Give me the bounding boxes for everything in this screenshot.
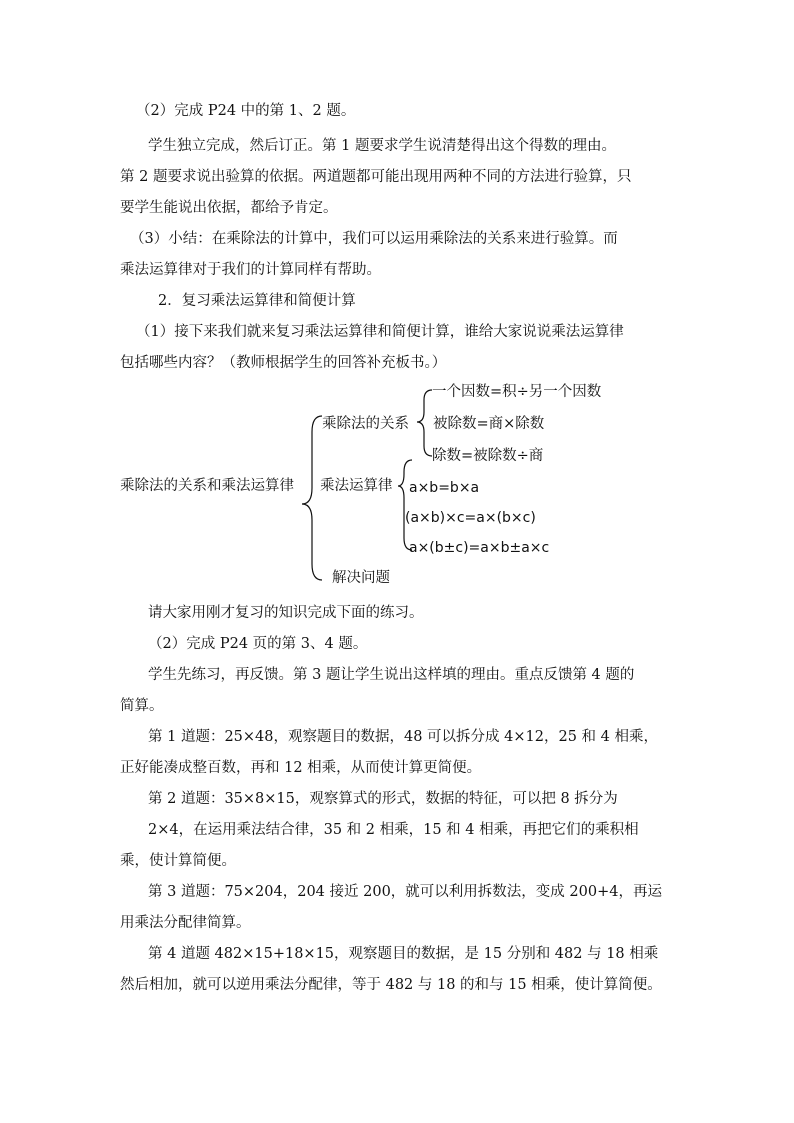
diagram-root: 乘除法的关系和乘法运算律	[120, 478, 294, 494]
paragraph-line: 第 3 道题：75×204，204 接近 200，就可以利用拆数法，变成 200+4，再运	[148, 884, 662, 900]
diagram-branch-laws: 乘法运算律	[320, 478, 393, 494]
paragraph-line: 学生独立完成，然后订正。第 1 题要求学生说清楚得出这个得数的理由。	[148, 138, 616, 154]
diagram-branch-relation: 乘除法的关系	[322, 416, 409, 432]
section-heading: 2．复习乘法运算律和简便计算	[158, 293, 356, 309]
paragraph-line: （2）完成 P24 中的第 1、2 题。	[136, 103, 356, 119]
diagram-item: 一个因数=积÷另一个因数	[432, 384, 602, 400]
diagram-formula: (a×b)×c=a×(b×c)	[405, 510, 536, 526]
paragraph-line: 然后相加，就可以逆用乘法分配律，等于 482 与 18 的和与 15 相乘，使计算简便。	[120, 977, 662, 993]
paragraph-line: 第 2 道题：35×8×15，观察算式的形式，数据的特征，可以把 8 拆分为	[148, 791, 618, 807]
paragraph-line: 第 2 题要求说出验算的依据。两道题都可能出现用两种不同的方法进行验算，只	[120, 169, 632, 185]
paragraph-line: （1）接下来我们就来复习乘法运算律和简便计算，谁给大家说说乘法运算律	[136, 324, 624, 340]
branch1-brace	[417, 390, 432, 456]
board-diagram	[0, 378, 794, 598]
paragraph-line: 用乘法分配律简算。	[120, 915, 251, 931]
paragraph-line: 包括哪些内容？（教师根据学生的回答补充板书。）	[120, 355, 447, 371]
root-brace	[302, 416, 322, 580]
paragraph-line: 学生先练习，再反馈。第 3 题让学生说出这样填的理由。重点反馈第 4 题的	[148, 667, 635, 683]
paragraph-line: 第 1 道题：25×48，观察题目的数据，48 可以拆分成 4×12，25 和 4 相乘，	[148, 729, 658, 745]
paragraph-line: （2）完成 P24 页的第 3、4 题。	[148, 636, 368, 652]
paragraph-line: 乘法运算律对于我们的计算同样有帮助。	[120, 262, 381, 278]
diagram-formula: a×b=b×a	[409, 480, 480, 496]
paragraph-line: 正好能凑成整百数，再和 12 相乘，从而使计算更简便。	[120, 760, 482, 776]
paragraph-line: 2×4，在运用乘法结合律，35 和 2 相乘，15 和 4 相乘，再把它们的乘积相	[148, 822, 639, 838]
diagram-item: 被除数=商×除数	[433, 416, 545, 432]
paragraph-line: 简算。	[120, 698, 164, 714]
diagram-formula: a×(b±c)=a×b±a×c	[409, 540, 550, 556]
paragraph-line: （3）小结：在乘除法的计算中，我们可以运用乘除法的关系来进行验算。而	[130, 231, 618, 247]
paragraph-line: 第 4 道题 482×15+18×15，观察题目的数据，是 15 分别和 482 与 18 相乘	[148, 946, 659, 962]
diagram-branch-problems: 解决问题	[332, 570, 390, 586]
paragraph-line: 乘，使计算简便。	[120, 853, 236, 869]
diagram-item: 除数=被除数÷商	[432, 448, 544, 464]
paragraph-line: 请大家用刚才复习的知识完成下面的练习。	[148, 605, 424, 621]
paragraph-line: 要学生能说出依据，都给予肯定。	[120, 200, 338, 216]
branch2-brace	[398, 460, 412, 550]
